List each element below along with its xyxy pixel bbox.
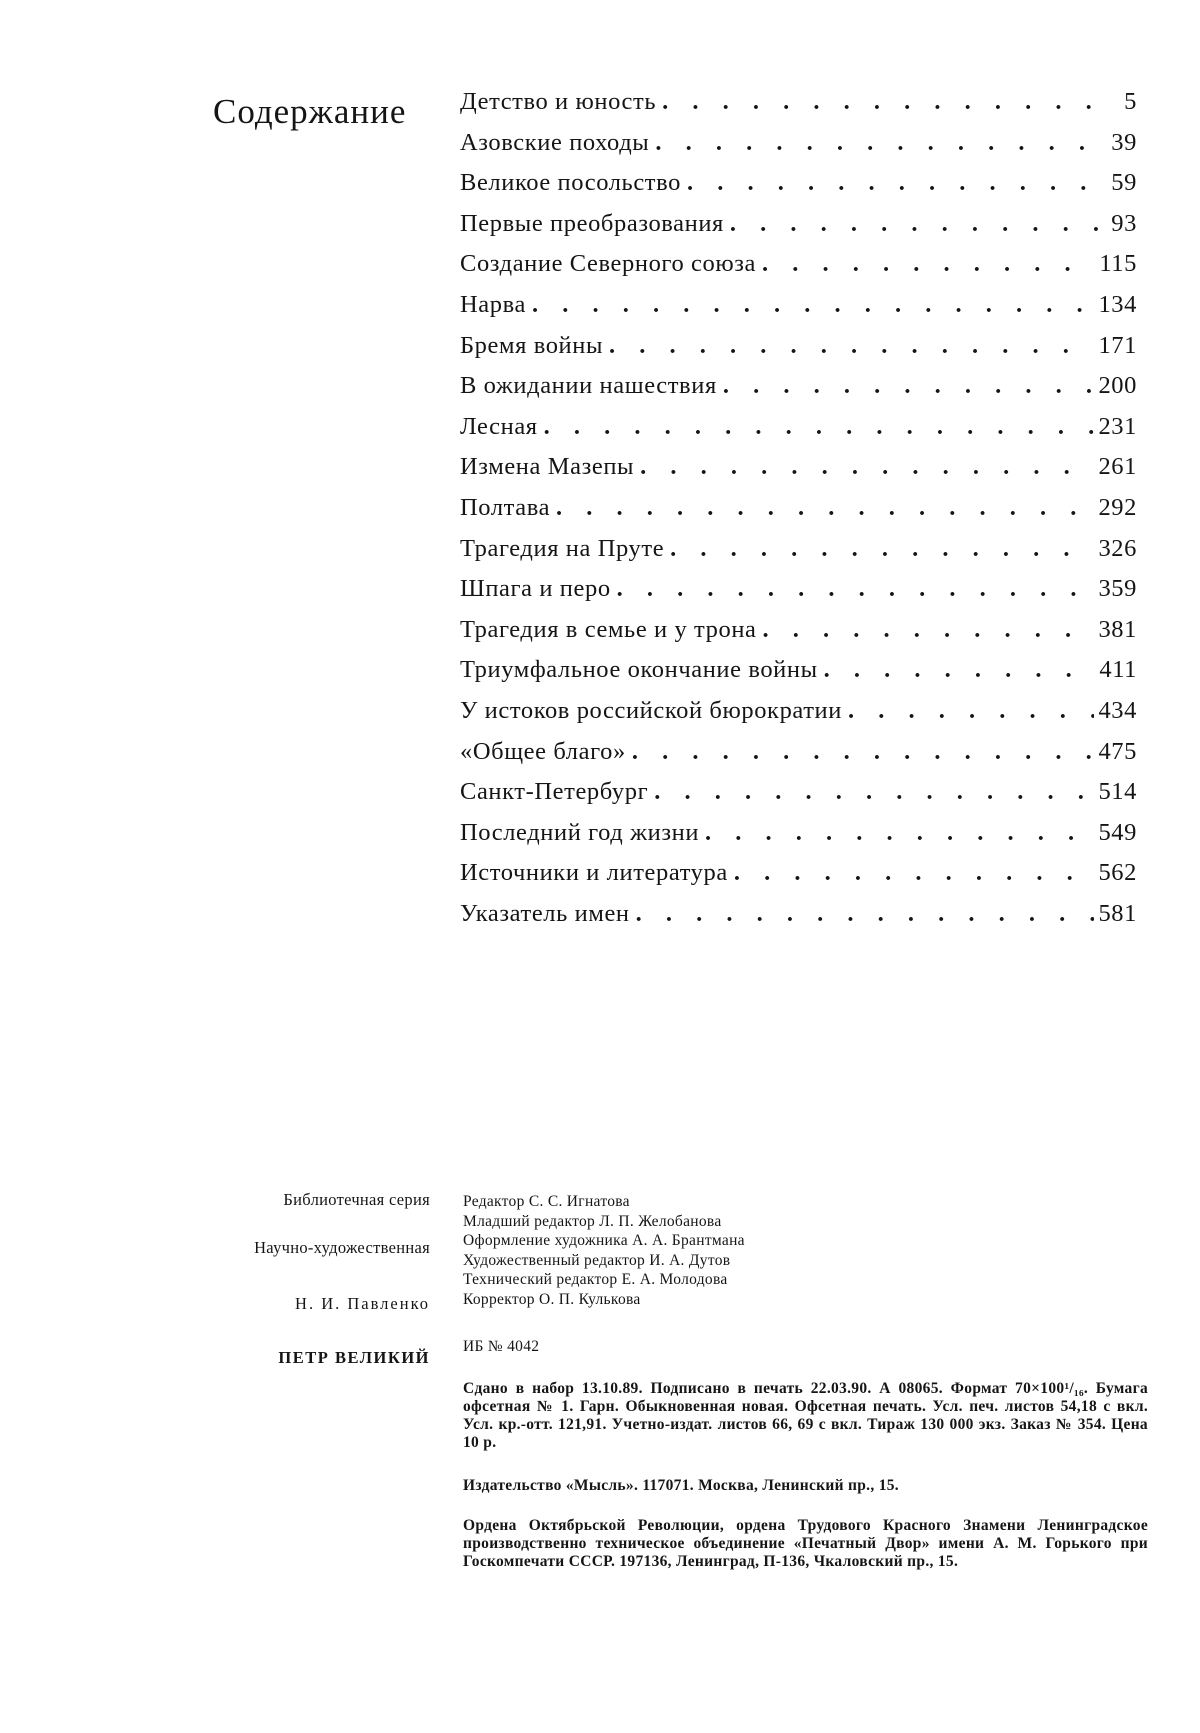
toc-entry <box>460 859 1137 900</box>
toc-entry <box>460 900 1137 941</box>
toc-entry-page: 326 <box>1098 534 1137 562</box>
toc-entry-page: 93 <box>1111 209 1137 237</box>
publisher-address: Издательство «Мысль». 117071. Москва, Ленинский пр., 15. <box>463 1477 899 1494</box>
toc-entry-title: Великое посольство <box>460 169 681 197</box>
dot-leader <box>532 291 1095 319</box>
toc-entry <box>460 819 1137 860</box>
toc-entry-page: 39 <box>1111 128 1137 156</box>
toc-entry-page: 200 <box>1098 372 1137 400</box>
toc-entry <box>460 778 1137 819</box>
toc-entry <box>460 535 1137 576</box>
toc-entry-page: 115 <box>1099 250 1137 278</box>
table-of-contents <box>460 88 1137 940</box>
credit-line: Оформление художника А. А. Брантмана <box>463 1232 745 1249</box>
toc-entry-title: Измена Мазепы <box>460 453 635 481</box>
toc-entry-page: 514 <box>1098 778 1137 806</box>
toc-entry-page: 359 <box>1098 575 1137 603</box>
dot-leader <box>687 169 1103 197</box>
dot-leader <box>723 372 1095 400</box>
dot-leader <box>640 453 1094 481</box>
toc-entry-page: 292 <box>1098 493 1137 521</box>
toc-entry <box>460 738 1137 779</box>
dot-leader <box>654 778 1094 806</box>
toc-entry-page: 261 <box>1098 453 1137 481</box>
toc-entry-title: Первые преобразования <box>460 209 724 237</box>
toc-entry <box>460 616 1137 657</box>
toc-entry-title: Трагедия в семье и у трона <box>460 615 757 643</box>
toc-entry-page: 5 <box>1124 88 1137 115</box>
toc-entry-page: 549 <box>1098 818 1137 846</box>
toc-entry-page: 411 <box>1099 656 1137 684</box>
dot-leader <box>617 575 1095 603</box>
toc-entry-title: Шпага и перо <box>460 575 611 603</box>
dot-leader <box>762 250 1095 278</box>
toc-entry-title: Нарва <box>460 290 526 318</box>
dot-leader <box>632 738 1095 766</box>
toc-entry <box>460 372 1137 413</box>
book-title: ПЕТР ВЕЛИКИЙ <box>278 1348 430 1367</box>
toc-entry <box>460 169 1137 210</box>
dot-leader <box>662 88 1103 116</box>
toc-entry-page: 231 <box>1098 412 1137 440</box>
toc-entry <box>460 332 1137 373</box>
dot-leader <box>544 413 1095 441</box>
toc-entry-page: 134 <box>1098 290 1137 318</box>
dot-leader <box>730 210 1103 238</box>
dot-leader <box>848 697 1094 725</box>
toc-entry <box>460 575 1137 616</box>
toc-entry-title: Создание Северного союза <box>460 250 757 278</box>
toc-entry-page: 562 <box>1098 859 1137 887</box>
toc-entry <box>460 656 1137 697</box>
toc-entry-title: Лесная <box>460 412 538 440</box>
credits-list <box>463 1192 1148 1309</box>
toc-entry-title: Полтава <box>460 493 551 521</box>
series-kind: Научно-художественная <box>254 1238 430 1257</box>
toc-entry-title: Санкт-Петербург <box>460 778 649 806</box>
toc-entry <box>460 88 1137 129</box>
credit-line: Корректор О. П. Кулькова <box>463 1290 641 1308</box>
toc-entry <box>460 291 1137 332</box>
toc-entry-title: В ожидании нашествия <box>460 372 717 400</box>
credit-line: Технический редактор Е. А. Молодова <box>463 1271 728 1288</box>
toc-entry <box>460 494 1137 535</box>
credit-line: Младший редактор Л. П. Желобанова <box>463 1212 722 1230</box>
toc-entry-title: Последний год жизни <box>460 818 700 846</box>
toc-entry-title: Азовские походы <box>460 128 650 156</box>
toc-entry-title: Трагедия на Пруте <box>460 534 665 562</box>
credit-line: Редактор С. С. Игнатова <box>463 1193 630 1210</box>
toc-entry-page: 434 <box>1098 696 1137 724</box>
toc-entry-title: Детство и юность <box>460 88 657 115</box>
dot-leader <box>705 819 1094 847</box>
dot-leader <box>734 859 1095 887</box>
toc-heading: Содержание <box>213 92 407 131</box>
dot-leader <box>556 494 1094 522</box>
series-label: Библиотечная серия <box>283 1190 430 1209</box>
toc-entry-title: Источники и литература <box>460 859 728 887</box>
author-name: Н. И. Павленко <box>295 1294 430 1313</box>
dot-leader <box>655 129 1103 157</box>
toc-entry-title: Бремя войны <box>460 331 604 359</box>
dot-leader <box>609 332 1094 360</box>
toc-entry-title: Указатель имен <box>460 899 630 927</box>
toc-entry-page: 581 <box>1098 899 1137 927</box>
toc-entry-title: «Общее благо» <box>460 737 626 765</box>
toc-entry <box>460 250 1137 291</box>
toc-entry-title: Триумфальное окончание войны <box>460 656 818 684</box>
credit-line: Художественный редактор И. А. Дутов <box>463 1251 731 1269</box>
toc-entry <box>460 453 1137 494</box>
print-details: Сдано в набор 13.10.89. Подписано в печать 22.03.90. А 08065. Формат 70×100¹/₁₆. Бумага офсетная № 1. Гарн. Обыкновенная новая. Офсетная печать. Усл. печ. листов 54,18 с вкл. Усл. кр.-отт. 121,91. Учетно-издат. листов 66, 69 с вкл. Тираж 130 000 экз. Заказ № 354. Цена 10 р. <box>463 1380 1148 1451</box>
dot-leader <box>636 900 1095 928</box>
toc-entry-title: У истоков российской бюрократии <box>460 696 842 724</box>
toc-entry <box>460 129 1137 170</box>
toc-entry-page: 475 <box>1098 737 1137 765</box>
dot-leader <box>824 656 1096 684</box>
dot-leader <box>670 535 1094 563</box>
toc-entry <box>460 413 1137 454</box>
ib-number: ИБ № 4042 <box>463 1338 540 1355</box>
toc-entry-page: 59 <box>1111 169 1137 197</box>
toc-entry <box>460 697 1137 738</box>
toc-entry-page: 171 <box>1098 331 1137 359</box>
toc-entry-page: 381 <box>1098 615 1137 643</box>
toc-entry <box>460 210 1137 251</box>
printer-info: Ордена Октябрьской Революции, ордена Трудового Красного Знамени Ленинградское производственно техническое объединение «Печатный Двор» имени А. М. Горького при Госкомпечати СССР. 197136, Ленинград, П-136, Чкаловский пр., 15. <box>463 1517 1148 1570</box>
dot-leader <box>763 616 1095 644</box>
